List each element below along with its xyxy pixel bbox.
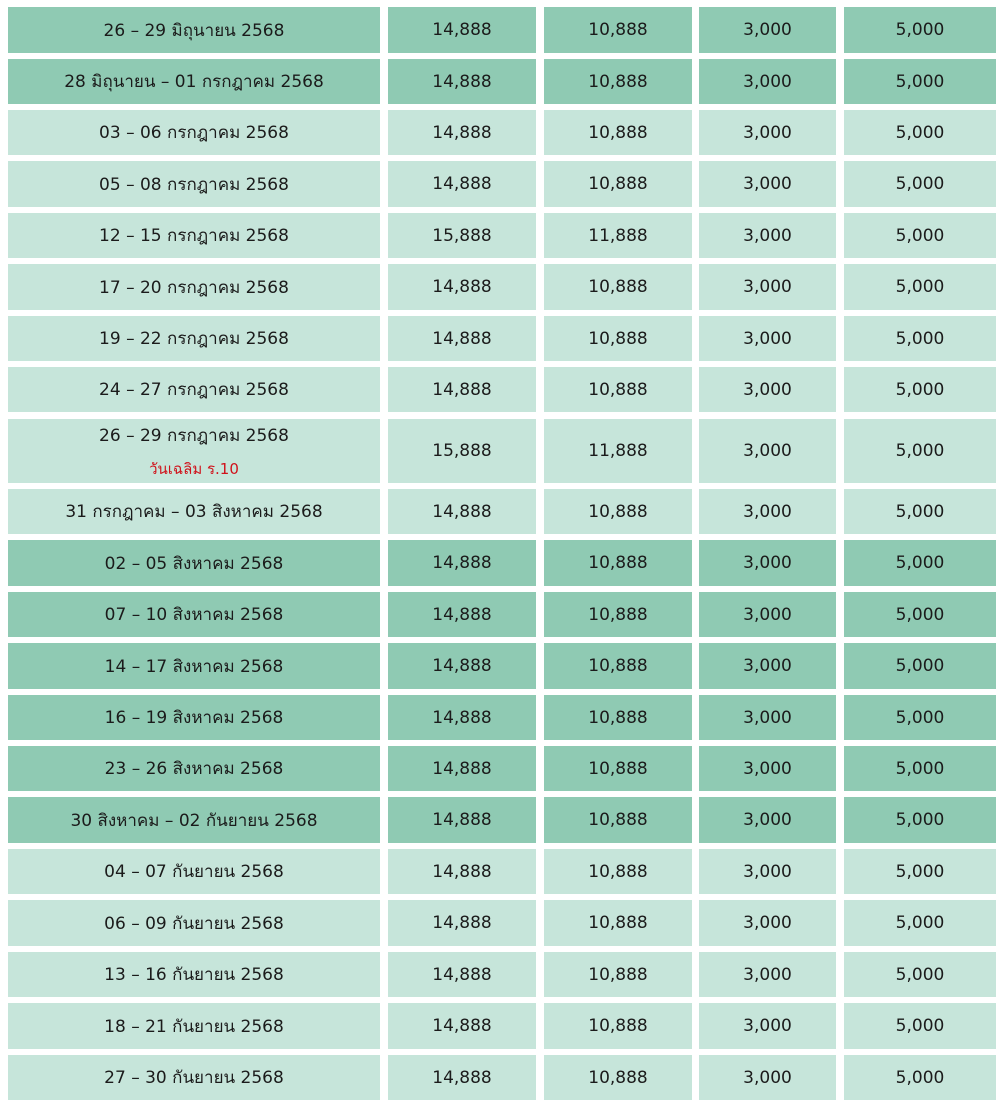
price-cell-c1: 14,888 bbox=[388, 1055, 536, 1100]
price-cell-c1: 15,888 bbox=[388, 213, 536, 258]
price-cell-c3: 3,000 bbox=[699, 849, 836, 894]
price-cell-c1: 14,888 bbox=[388, 264, 536, 310]
date-cell bbox=[8, 746, 380, 791]
date-range-text: 05 – 08 กรกฎาคม 2568 bbox=[99, 174, 289, 195]
table-row bbox=[0, 367, 1000, 412]
price-cell-c1: 14,888 bbox=[388, 367, 536, 412]
price-cell-c4: 5,000 bbox=[844, 695, 996, 740]
table-row bbox=[0, 900, 1000, 946]
date-cell bbox=[8, 592, 380, 637]
date-range-text: 31 กรกฎาคม – 03 สิงหาคม 2568 bbox=[65, 502, 323, 522]
date-range-text: 07 – 10 สิงหาคม 2568 bbox=[104, 605, 284, 625]
price-cell-c4: 5,000 bbox=[844, 7, 996, 53]
price-cell-c3: 3,000 bbox=[699, 489, 836, 534]
price-cell-c4: 5,000 bbox=[844, 1003, 996, 1049]
price-cell-c2: 10,888 bbox=[544, 746, 692, 791]
price-cell-c3: 3,000 bbox=[699, 264, 836, 310]
date-range-text: 28 มิถุนายน – 01 กรกฎาคม 2568 bbox=[64, 72, 324, 92]
price-cell-c2: 10,888 bbox=[544, 695, 692, 740]
date-cell bbox=[8, 419, 380, 483]
table-row bbox=[0, 797, 1000, 843]
price-cell-c1: 14,888 bbox=[388, 952, 536, 997]
table-row bbox=[0, 849, 1000, 894]
date-range-text: 27 – 30 กันยายน 2568 bbox=[104, 1068, 284, 1088]
price-cell-c3: 3,000 bbox=[699, 419, 836, 483]
price-cell-c4: 5,000 bbox=[844, 849, 996, 894]
table-row bbox=[0, 746, 1000, 791]
table-row bbox=[0, 592, 1000, 637]
date-range-text: 18 – 21 กันยายน 2568 bbox=[104, 1016, 284, 1037]
price-cell-c1: 14,888 bbox=[388, 849, 536, 894]
price-cell-c3: 3,000 bbox=[699, 316, 836, 361]
price-cell-c2: 10,888 bbox=[544, 59, 692, 104]
price-cell-c3: 3,000 bbox=[699, 643, 836, 689]
table-row bbox=[0, 316, 1000, 361]
price-cell-c1: 14,888 bbox=[388, 7, 536, 53]
price-cell-c2: 10,888 bbox=[544, 643, 692, 689]
table-row bbox=[0, 213, 1000, 258]
table-row bbox=[0, 264, 1000, 310]
table-row bbox=[0, 59, 1000, 104]
price-cell-c2: 10,888 bbox=[544, 7, 692, 53]
table-row bbox=[0, 1003, 1000, 1049]
table-row bbox=[0, 952, 1000, 997]
price-cell-c4: 5,000 bbox=[844, 797, 996, 843]
price-cell-c1: 14,888 bbox=[388, 110, 536, 155]
price-cell-c1: 14,888 bbox=[388, 316, 536, 361]
price-cell-c4: 5,000 bbox=[844, 1055, 996, 1100]
price-cell-c2: 10,888 bbox=[544, 592, 692, 637]
table-row bbox=[0, 1055, 1000, 1100]
price-cell-c2: 10,888 bbox=[544, 900, 692, 946]
date-cell bbox=[8, 110, 380, 155]
date-cell bbox=[8, 797, 380, 843]
price-cell-c2: 10,888 bbox=[544, 849, 692, 894]
price-cell-c1: 14,888 bbox=[388, 900, 536, 946]
price-cell-c2: 10,888 bbox=[544, 110, 692, 155]
price-cell-c4: 5,000 bbox=[844, 746, 996, 791]
price-cell-c3: 3,000 bbox=[699, 7, 836, 53]
price-cell-c2: 11,888 bbox=[544, 419, 692, 483]
date-range-text: 03 – 06 กรกฎาคม 2568 bbox=[99, 123, 289, 143]
date-cell bbox=[8, 952, 380, 997]
price-cell-c4: 5,000 bbox=[844, 316, 996, 361]
date-cell bbox=[8, 161, 380, 207]
price-cell-c3: 3,000 bbox=[699, 161, 836, 207]
price-cell-c1: 14,888 bbox=[388, 59, 536, 104]
price-cell-c2: 10,888 bbox=[544, 1055, 692, 1100]
price-cell-c2: 10,888 bbox=[544, 161, 692, 207]
date-range-text: 02 – 05 สิงหาคม 2568 bbox=[104, 553, 284, 574]
date-cell bbox=[8, 540, 380, 586]
price-cell-c2: 11,888 bbox=[544, 213, 692, 258]
price-cell-c1: 14,888 bbox=[388, 489, 536, 534]
table-row bbox=[0, 7, 1000, 53]
price-cell-c1: 14,888 bbox=[388, 643, 536, 689]
date-cell bbox=[8, 900, 380, 946]
price-cell-c4: 5,000 bbox=[844, 419, 996, 483]
date-range-text: 06 – 09 กันยายน 2568 bbox=[104, 913, 284, 934]
date-range-text: 26 – 29 กรกฎาคม 2568 bbox=[99, 425, 289, 446]
price-cell-c2: 10,888 bbox=[544, 367, 692, 412]
price-cell-c1: 14,888 bbox=[388, 746, 536, 791]
date-range-text: 23 – 26 สิงหาคม 2568 bbox=[104, 759, 284, 779]
price-cell-c4: 5,000 bbox=[844, 59, 996, 104]
price-cell-c3: 3,000 bbox=[699, 797, 836, 843]
table-row bbox=[0, 643, 1000, 689]
date-range-text: 04 – 07 กันยายน 2568 bbox=[104, 862, 284, 882]
price-cell-c3: 3,000 bbox=[699, 592, 836, 637]
date-cell bbox=[8, 59, 380, 104]
price-cell-c4: 5,000 bbox=[844, 540, 996, 586]
date-cell bbox=[8, 264, 380, 310]
price-cell-c3: 3,000 bbox=[699, 59, 836, 104]
price-cell-c3: 3,000 bbox=[699, 367, 836, 412]
price-cell-c2: 10,888 bbox=[544, 264, 692, 310]
date-cell bbox=[8, 489, 380, 534]
date-range-text: 26 – 29 มิถุนายน 2568 bbox=[103, 20, 285, 41]
price-cell-c3: 3,000 bbox=[699, 110, 836, 155]
price-cell-c1: 14,888 bbox=[388, 1003, 536, 1049]
date-range-text: 14 – 17 สิงหาคม 2568 bbox=[104, 656, 284, 677]
price-cell-c3: 3,000 bbox=[699, 695, 836, 740]
date-cell bbox=[8, 1055, 380, 1100]
price-cell-c1: 14,888 bbox=[388, 592, 536, 637]
price-cell-c3: 3,000 bbox=[699, 900, 836, 946]
price-cell-c4: 5,000 bbox=[844, 161, 996, 207]
price-cell-c4: 5,000 bbox=[844, 367, 996, 412]
table-row bbox=[0, 110, 1000, 155]
date-cell bbox=[8, 7, 380, 53]
price-cell-c4: 5,000 bbox=[844, 489, 996, 534]
price-cell-c3: 3,000 bbox=[699, 213, 836, 258]
date-cell bbox=[8, 1003, 380, 1049]
date-cell bbox=[8, 316, 380, 361]
date-cell bbox=[8, 643, 380, 689]
price-cell-c4: 5,000 bbox=[844, 592, 996, 637]
table-row bbox=[0, 540, 1000, 586]
price-cell-c3: 3,000 bbox=[699, 540, 836, 586]
price-cell-c4: 5,000 bbox=[844, 643, 996, 689]
date-range-text: 19 – 22 กรกฎาคม 2568 bbox=[99, 329, 289, 349]
price-cell-c4: 5,000 bbox=[844, 264, 996, 310]
price-cell-c3: 3,000 bbox=[699, 952, 836, 997]
price-cell-c3: 3,000 bbox=[699, 746, 836, 791]
date-range-text: 16 – 19 สิงหาคม 2568 bbox=[104, 708, 284, 728]
date-cell bbox=[8, 695, 380, 740]
price-cell-c2: 10,888 bbox=[544, 489, 692, 534]
price-cell-c2: 10,888 bbox=[544, 316, 692, 361]
table-row bbox=[0, 695, 1000, 740]
price-cell-c4: 5,000 bbox=[844, 213, 996, 258]
price-cell-c1: 14,888 bbox=[388, 161, 536, 207]
date-range-text: 17 – 20 กรกฎาคม 2568 bbox=[99, 277, 289, 298]
price-cell-c4: 5,000 bbox=[844, 952, 996, 997]
price-cell-c1: 15,888 bbox=[388, 419, 536, 483]
price-cell-c2: 10,888 bbox=[544, 797, 692, 843]
date-range-text: 13 – 16 กันยายน 2568 bbox=[104, 965, 284, 985]
holiday-note: วันเฉลิม ร.10 bbox=[149, 459, 239, 478]
price-cell-c3: 3,000 bbox=[699, 1055, 836, 1100]
price-cell-c2: 10,888 bbox=[544, 952, 692, 997]
price-cell-c2: 10,888 bbox=[544, 540, 692, 586]
table-row bbox=[0, 489, 1000, 534]
price-cell-c3: 3,000 bbox=[699, 1003, 836, 1049]
date-cell bbox=[8, 213, 380, 258]
price-cell-c1: 14,888 bbox=[388, 797, 536, 843]
table-row bbox=[0, 161, 1000, 207]
date-range-text: 30 สิงหาคม – 02 กันยายน 2568 bbox=[70, 810, 318, 831]
date-cell bbox=[8, 367, 380, 412]
price-cell-c2: 10,888 bbox=[544, 1003, 692, 1049]
price-cell-c1: 14,888 bbox=[388, 695, 536, 740]
price-cell-c4: 5,000 bbox=[844, 900, 996, 946]
date-range-text: 24 – 27 กรกฎาคม 2568 bbox=[99, 380, 289, 400]
date-range-text: 12 – 15 กรกฎาคม 2568 bbox=[99, 226, 289, 246]
date-cell bbox=[8, 849, 380, 894]
price-cell-c1: 14,888 bbox=[388, 540, 536, 586]
table-row bbox=[0, 419, 1000, 483]
price-cell-c4: 5,000 bbox=[844, 110, 996, 155]
